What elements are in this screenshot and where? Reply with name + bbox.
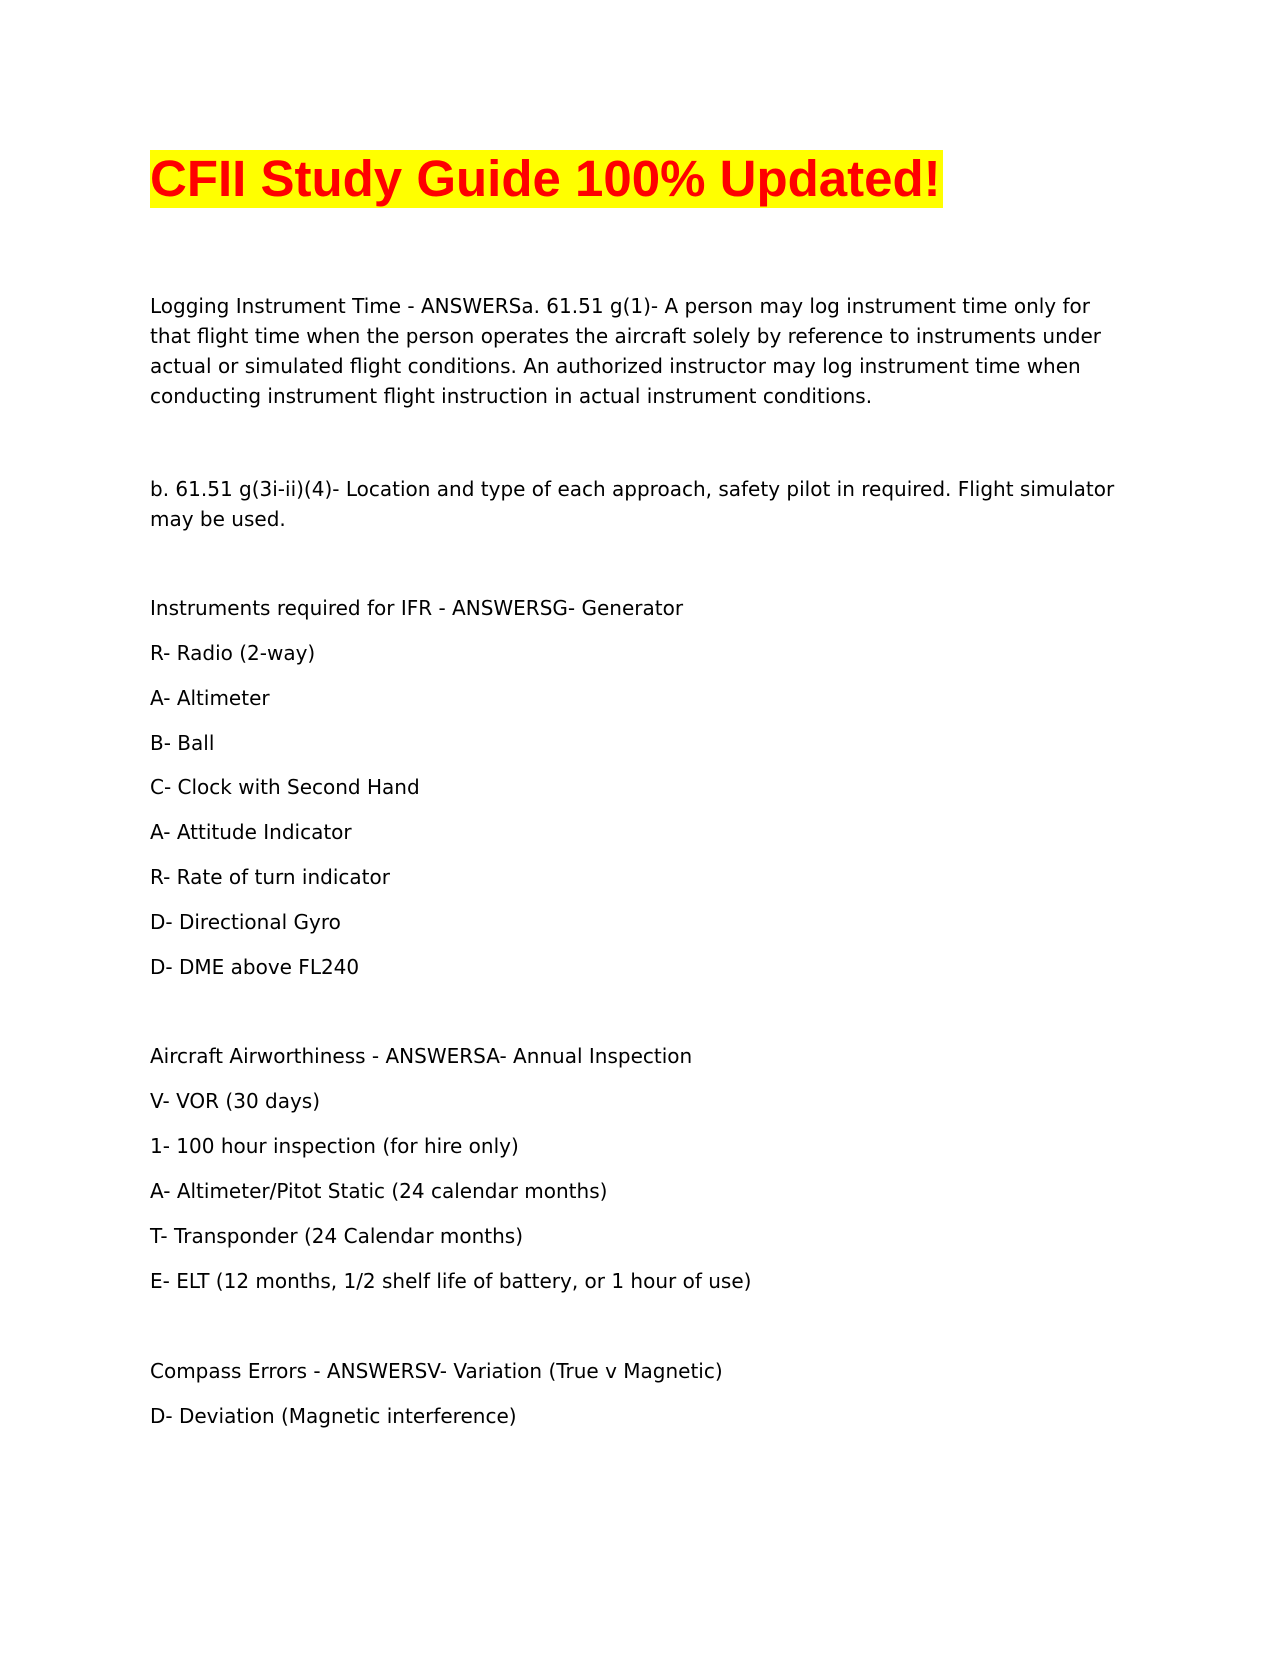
ifr-line-ball: B- Ball: [150, 731, 215, 755]
ifr-line-radio: R- Radio (2-way): [150, 641, 316, 665]
document-title: CFII Study Guide 100% Updated!: [150, 150, 941, 207]
ifr-line-altimeter: A- Altimeter: [150, 686, 270, 710]
ifr-line-rate-of-turn: R- Rate of turn indicator: [150, 865, 390, 889]
airworthiness-line-elt: E- ELT (12 months, 1/2 shelf life of battery, or 1 hour of use): [150, 1269, 752, 1293]
logging-paragraph-b: b. 61.51 g(3i-ii)(4)- Location and type of each approach, safety pilot in required. Flight simulator may be used.: [150, 477, 1115, 531]
ifr-line-attitude: A- Attitude Indicator: [150, 820, 352, 844]
logging-paragraph-a: Logging Instrument Time - ANSWERSa. 61.51 g(1)- A person may log instrument time only for that flight time when the person operates the aircraft solely by reference to instruments under actual or simulated flight conditions. An authorized instructor may log instrument time when conducting instrument flight instruction in actual instrument conditions.: [150, 294, 1101, 408]
compass-line-heading: Compass Errors - ANSWERSV- Variation (True v Magnetic): [150, 1359, 723, 1383]
compass-line-deviation: D- Deviation (Magnetic interference): [150, 1404, 517, 1428]
airworthiness-line-100-hour: 1- 100 hour inspection (for hire only): [150, 1134, 519, 1158]
airworthiness-line-vor: V- VOR (30 days): [150, 1089, 321, 1113]
ifr-line-heading: Instruments required for IFR - ANSWERSG- Generator: [150, 596, 684, 620]
ifr-line-dme: D- DME above FL240: [150, 955, 360, 979]
ifr-line-clock: C- Clock with Second Hand: [150, 775, 420, 799]
ifr-line-directional-gyro: D- Directional Gyro: [150, 910, 341, 934]
airworthiness-line-altimeter-pitot: A- Altimeter/Pitot Static (24 calendar months): [150, 1179, 608, 1203]
airworthiness-line-heading: Aircraft Airworthiness - ANSWERSA- Annual Inspection: [150, 1044, 693, 1068]
airworthiness-line-transponder: T- Transponder (24 Calendar months): [150, 1224, 524, 1248]
